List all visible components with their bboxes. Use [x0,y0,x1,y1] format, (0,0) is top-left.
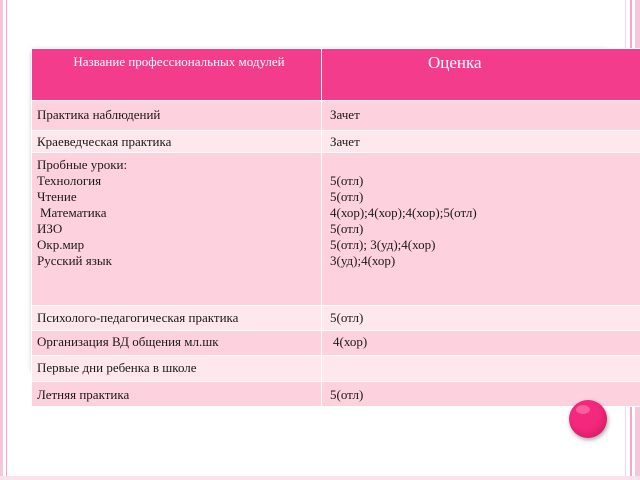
grade-value: 5(отл) [330,387,364,402]
module-subject: Окр.мир [37,237,85,252]
module-name: Психолого-педагогическая практика [37,310,239,325]
table-row [32,306,640,331]
frame-bottom-band [0,476,640,480]
module-cell [32,131,322,153]
grade-cell [322,331,640,356]
module-subject: Русский язык [37,253,112,268]
table-row [32,356,640,382]
module-name: Организация ВД общения мл.шк [37,334,219,349]
table-header-row [32,49,640,101]
module-name: Практика наблюдений [37,107,161,122]
table-row [32,153,640,306]
module-cell [32,153,322,306]
module-cell [32,331,322,356]
frame-stripe-left [0,0,3,480]
module-cell [32,356,322,382]
grade-value: 5(отл); 3(уд);4(хор) [330,237,436,252]
frame-stripe-left-thin [6,0,7,480]
header-module-name: Название профессиональных модулей [32,49,322,101]
grade-value: 5(отл) [330,189,364,204]
module-name: Летняя практика [37,387,130,402]
grade-cell [322,131,640,153]
table-row [32,382,640,407]
grade-cell [322,306,640,331]
grade-cell [322,153,640,306]
grade-value: Зачет [330,134,360,149]
table-row [32,331,640,356]
grade-value: 5(отл) [330,310,364,325]
table-row [32,101,640,131]
grade-value: 5(отл) [330,173,364,188]
module-cell [32,306,322,331]
grade-value: 3(уд);4(хор) [330,253,396,268]
module-subject: Чтение [37,189,77,204]
module-cell [32,382,322,407]
grade-value: Зачет [330,107,360,122]
table-row [32,131,640,153]
header-grade: Оценка [322,49,640,101]
module-name: Краеведческая практика [37,134,172,149]
grade-cell-empty [322,356,640,382]
module-name: Пробные уроки: [37,157,128,172]
module-subject: ИЗО [37,221,63,236]
grade-value: 4(хор) [333,334,368,349]
module-cell [32,101,322,131]
decorative-circle-icon [569,400,607,438]
grades-table [31,48,640,407]
grade-cell [322,101,640,131]
grade-value: 4(хор);4(хор);4(хор);5(отл) [330,205,477,220]
module-name: Первые дни ребенка в школе [37,360,197,375]
module-subject: Технология [37,173,102,188]
module-subject: Математика [40,205,107,220]
grade-value: 5(отл) [330,221,364,236]
